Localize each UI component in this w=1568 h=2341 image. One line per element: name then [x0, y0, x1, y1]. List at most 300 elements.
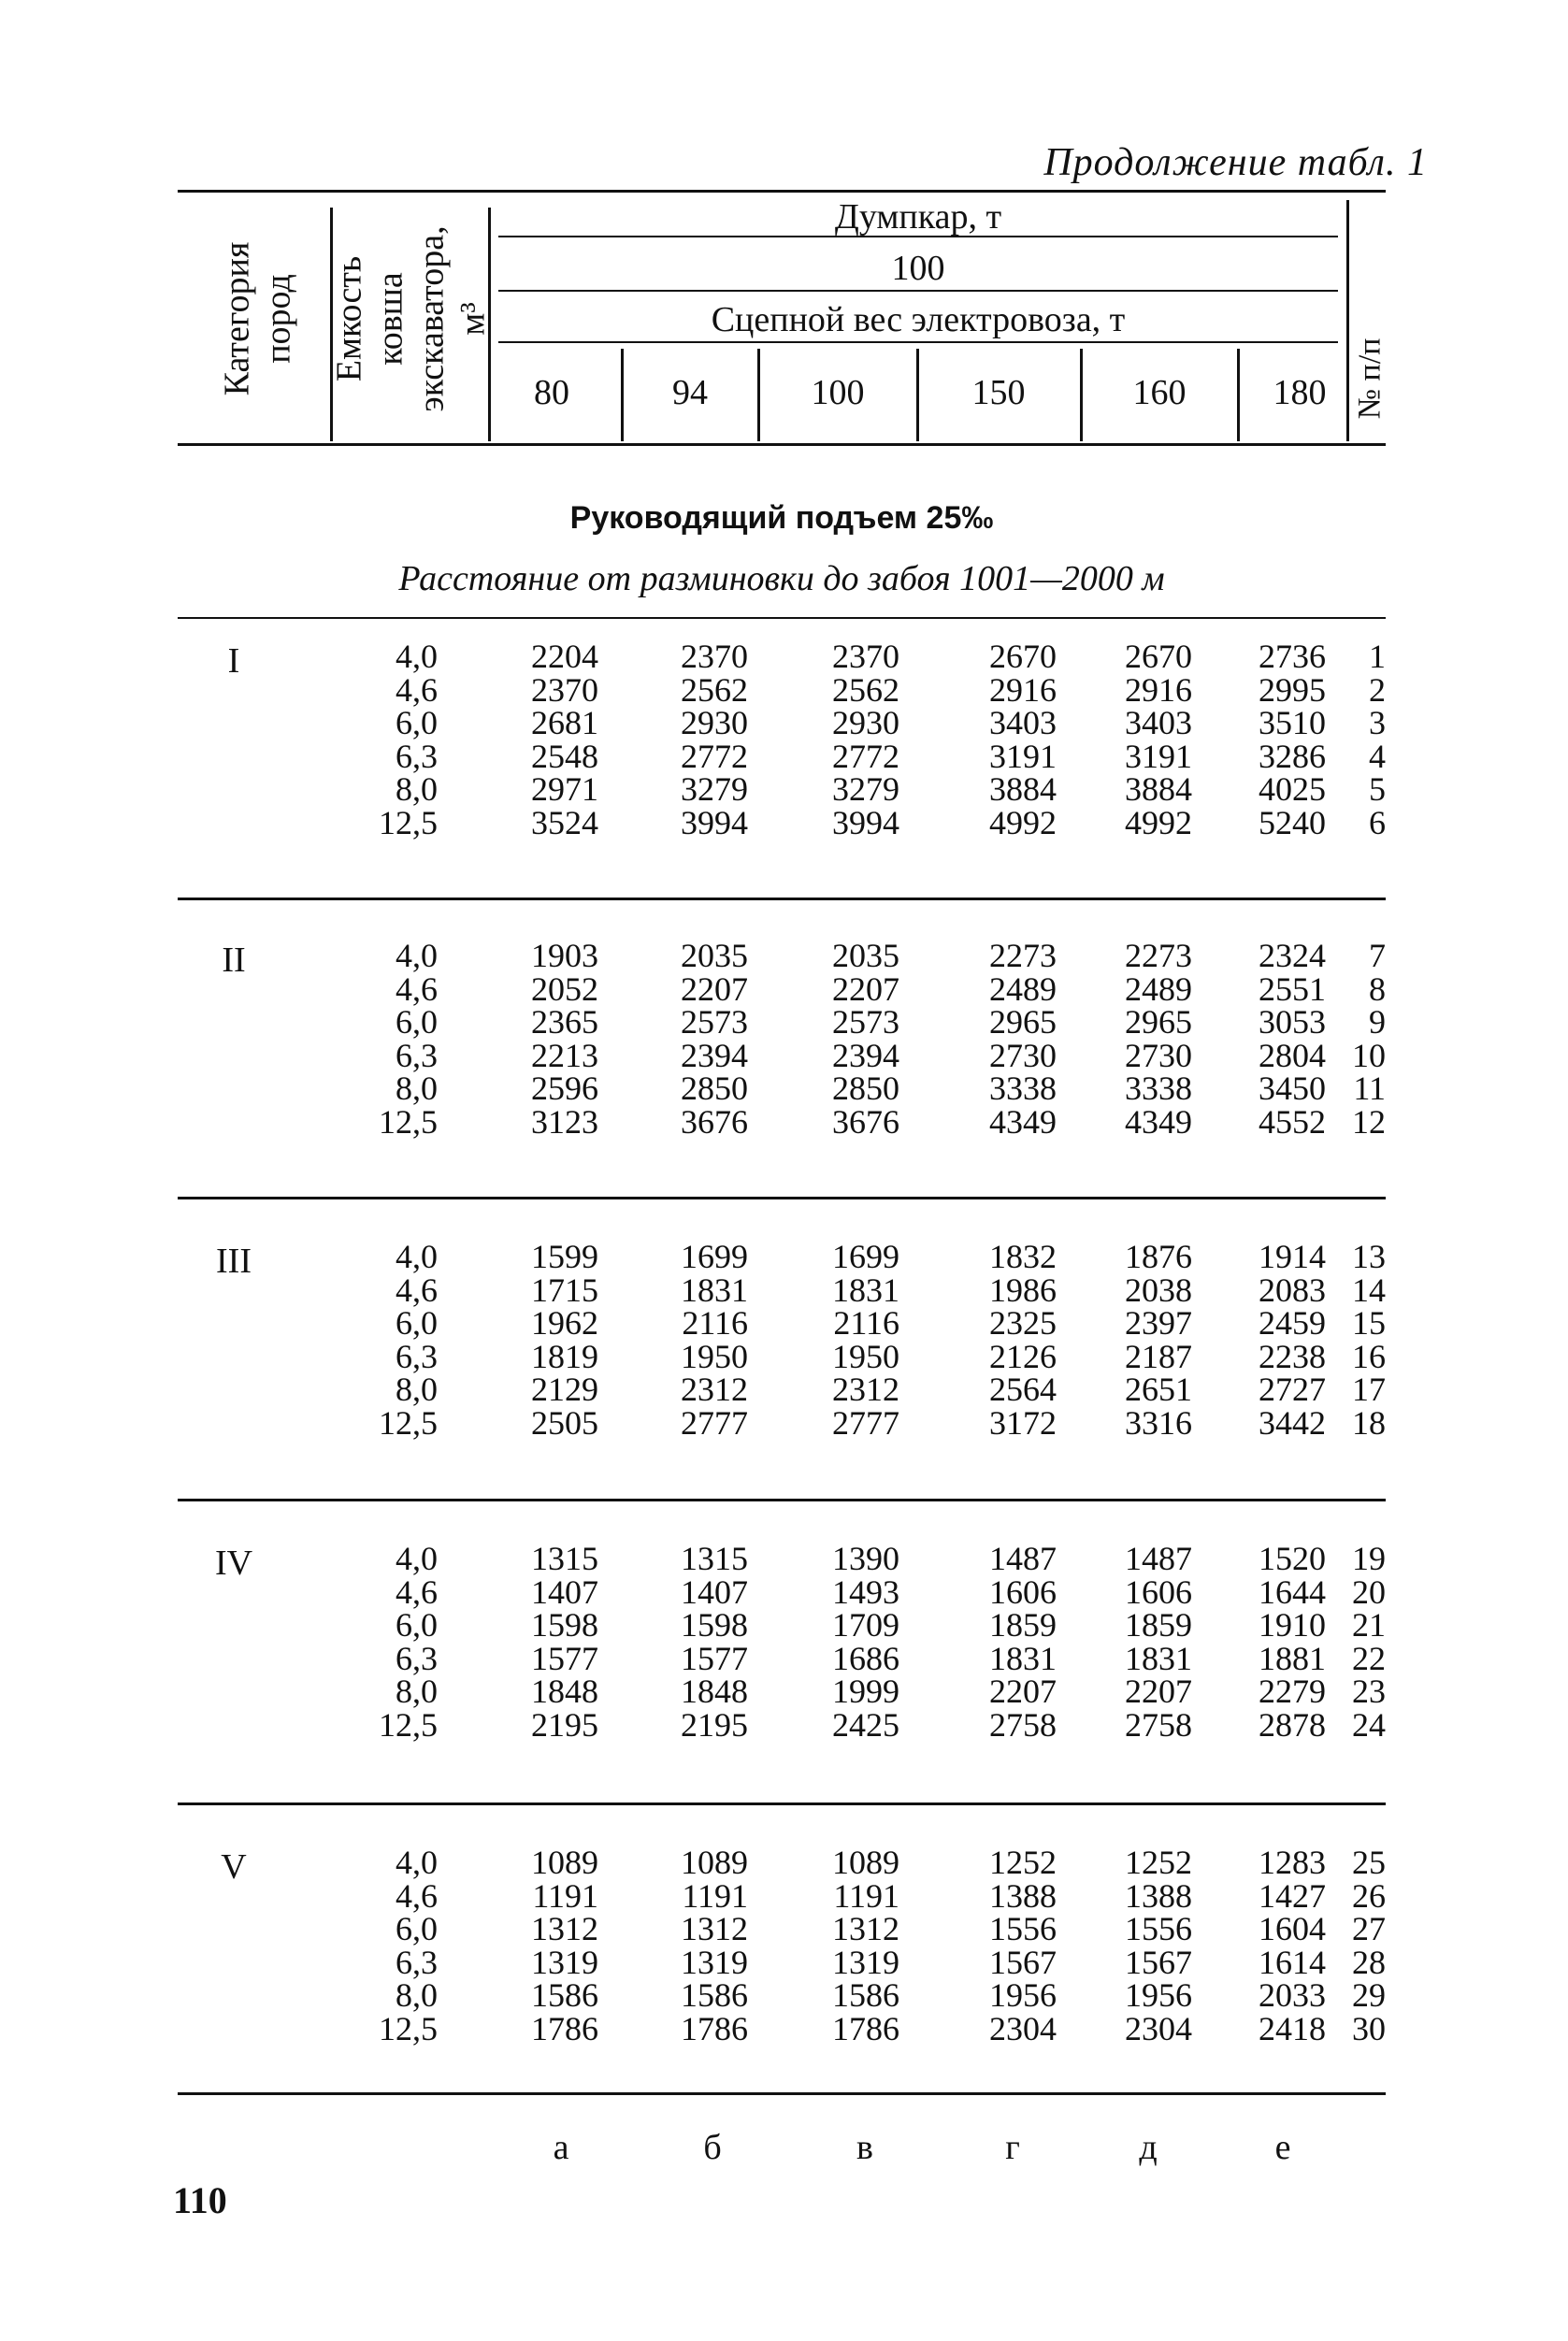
value-column-б [626, 937, 748, 1141]
bucket-value: 6,3 [396, 737, 438, 775]
table-cell: 1956 [989, 1976, 1057, 2014]
table-cell: 2489 [989, 969, 1057, 1008]
table-cell: 2126 [989, 1337, 1057, 1375]
value-column-г [935, 1238, 1057, 1442]
bucket-value: 12,5 [379, 1705, 438, 1744]
table-cell: 2758 [989, 1705, 1057, 1744]
table-cell: 4552 [1259, 1102, 1326, 1141]
bucket-column [344, 1238, 438, 1442]
bucket-value: 4,0 [396, 1540, 438, 1577]
table-cell: 1848 [531, 1673, 598, 1710]
category-label: I [227, 641, 240, 681]
loco-divider-5 [1237, 349, 1240, 441]
table-cell: 2397 [1125, 1304, 1192, 1342]
table-cell: 2213 [531, 1036, 598, 1074]
table-cell: 3676 [832, 1102, 899, 1141]
bucket-value: 8,0 [396, 1070, 438, 1107]
table-cell: 2370 [832, 638, 899, 675]
table-cell: 1606 [1125, 1573, 1192, 1611]
table-cell: 1831 [832, 1271, 899, 1309]
table-cell: 1831 [681, 1271, 748, 1309]
category-group-3 [0, 1238, 1568, 1456]
table-cell: 1315 [531, 1540, 598, 1577]
table-cell: 1699 [832, 1238, 899, 1275]
group-separator-3 [178, 1499, 1386, 1501]
row-index: 13 [1352, 1238, 1386, 1275]
table-cell: 2916 [1125, 670, 1192, 709]
table-cell: 1831 [1125, 1639, 1192, 1677]
table-cell: 2052 [531, 969, 598, 1008]
row-index: 2 [1369, 670, 1386, 709]
table-cell: 3286 [1259, 737, 1326, 775]
table-cell: 1191 [532, 1876, 598, 1915]
bucket-value: 8,0 [396, 1673, 438, 1710]
table-cell: 1999 [832, 1673, 899, 1710]
table-cell: 1586 [531, 1976, 598, 2014]
bucket-value: 6,3 [396, 1943, 438, 1981]
table-cell: 3676 [681, 1102, 748, 1141]
table-cell: 1427 [1259, 1876, 1326, 1915]
table-cell: 3403 [989, 704, 1057, 741]
table-cell: 2273 [1125, 937, 1192, 974]
table-cell: 2035 [681, 937, 748, 974]
table-cell: 1786 [531, 2009, 598, 2047]
table-cell: 2365 [531, 1003, 598, 1041]
value-column-в [778, 937, 899, 1141]
bucket-value: 4,6 [396, 969, 438, 1008]
table-cell: 2129 [531, 1371, 598, 1408]
value-column-е [1204, 640, 1326, 840]
table-cell: 2727 [1259, 1371, 1326, 1408]
table-cell: 3338 [989, 1070, 1057, 1107]
category-group-1 [0, 640, 1568, 855]
table-cell: 1388 [1125, 1876, 1192, 1915]
table-cell: 2772 [832, 737, 899, 775]
bucket-value: 8,0 [396, 1976, 438, 2014]
table-cell: 2850 [681, 1070, 748, 1107]
category-label: V [221, 1847, 247, 1887]
table-cell: 1390 [832, 1540, 899, 1577]
table-cell: 1089 [531, 1844, 598, 1881]
value-column-в [778, 1540, 899, 1744]
table-cell: 2033 [1259, 1976, 1326, 2014]
table-cell: 1252 [1125, 1844, 1192, 1881]
table-cell: 2370 [681, 638, 748, 675]
table-cell: 2777 [832, 1403, 899, 1442]
table-cell: 2965 [989, 1003, 1057, 1041]
continuation-title: Продолжение табл. 1 [1043, 141, 1428, 184]
table-cell: 1950 [681, 1337, 748, 1375]
value-column-д [1071, 937, 1192, 1141]
table-cell: 2394 [681, 1036, 748, 1074]
table-cell: 2995 [1259, 670, 1326, 709]
table-cell: 1881 [1259, 1639, 1326, 1677]
category-label: IV [214, 1544, 253, 1583]
table-cell: 1686 [832, 1639, 899, 1677]
loco-weight-1: 80 [534, 373, 569, 412]
table-cell: 4992 [989, 803, 1057, 841]
bucket-value: 8,0 [396, 770, 438, 808]
column-letter-5: д [1139, 2128, 1158, 2167]
table-cell: 1191 [833, 1876, 899, 1915]
table-cell: 4992 [1125, 803, 1192, 841]
table-cell: 1407 [531, 1573, 598, 1611]
table-cell: 3191 [989, 737, 1057, 775]
table-cell: 2195 [681, 1705, 748, 1744]
table-cell: 3994 [832, 803, 899, 841]
value-column-д [1071, 1238, 1192, 1442]
table-cell: 2304 [1125, 2009, 1192, 2047]
table-cell: 1614 [1259, 1943, 1326, 1981]
value-column-г [935, 640, 1057, 840]
row-index: 21 [1352, 1606, 1386, 1644]
header-dumpcar-capacity: 100 [891, 249, 945, 288]
table-cell: 1577 [531, 1639, 598, 1677]
table-cell: 1567 [989, 1943, 1057, 1981]
table-cell: 3279 [832, 770, 899, 808]
row-index: 5 [1369, 770, 1386, 808]
row-index: 24 [1352, 1705, 1386, 1744]
table-cell: 2651 [1125, 1371, 1192, 1408]
table-cell: 2562 [681, 670, 748, 709]
table-cell: 1709 [832, 1606, 899, 1644]
table-cell: 5240 [1259, 803, 1326, 841]
table-cell: 1598 [681, 1606, 748, 1644]
table-cell: 1556 [989, 1910, 1057, 1947]
value-column-в [778, 1238, 899, 1442]
table-cell: 1407 [681, 1573, 748, 1611]
column-letter-1: а [553, 2128, 569, 2167]
loco-divider-3 [916, 349, 919, 441]
table-cell: 1848 [681, 1673, 748, 1710]
table-cell: 2187 [1125, 1337, 1192, 1375]
row-index: 17 [1352, 1371, 1386, 1408]
row-index: 30 [1352, 2009, 1386, 2047]
header-rule-loco [498, 341, 1338, 343]
loco-divider-1 [621, 349, 624, 441]
loco-divider-2 [757, 349, 760, 441]
category-group-2 [0, 937, 1568, 1155]
table-cell: 1831 [989, 1639, 1057, 1677]
bucket-value: 4,0 [396, 1844, 438, 1881]
table-cell: 3053 [1259, 1003, 1326, 1041]
table-cell: 2736 [1259, 638, 1326, 675]
row-index: 27 [1352, 1910, 1386, 1947]
bucket-value: 6,0 [396, 1606, 438, 1644]
loco-weight-2: 94 [672, 373, 708, 412]
row-index: 10 [1352, 1036, 1386, 1074]
table-cell: 1319 [681, 1943, 748, 1981]
table-cell: 2916 [989, 670, 1057, 709]
loco-weight-5: 160 [1132, 373, 1187, 412]
table-cell: 4349 [989, 1102, 1057, 1141]
table-cell: 2325 [989, 1304, 1057, 1342]
table-cell: 1487 [989, 1540, 1057, 1577]
table-cell: 1577 [681, 1639, 748, 1677]
table-cell: 3172 [989, 1403, 1057, 1442]
table-cell: 1715 [531, 1271, 598, 1309]
column-letter-6: е [1274, 2128, 1291, 2167]
table-cell: 2573 [832, 1003, 899, 1041]
bucket-value: 4,0 [396, 1238, 438, 1275]
table-cell: 1903 [531, 937, 598, 974]
table-cell: 1191 [682, 1876, 748, 1915]
table-cell: 2038 [1125, 1271, 1192, 1309]
row-index: 15 [1352, 1304, 1386, 1342]
row-index: 16 [1352, 1337, 1386, 1375]
table-cell: 2312 [832, 1371, 899, 1408]
page-number: 110 [173, 2179, 227, 2221]
table-cell: 2551 [1259, 969, 1326, 1008]
header-loco-weight: Сцепной вес электровоза, т [711, 300, 1126, 339]
table-cell: 1859 [989, 1606, 1057, 1644]
table-cell: 1312 [681, 1910, 748, 1947]
table-cell: 1388 [989, 1876, 1057, 1915]
row-index: 18 [1352, 1403, 1386, 1442]
table-cell: 2730 [989, 1036, 1057, 1074]
table-cell: 2548 [531, 737, 598, 775]
table-cell: 1876 [1125, 1238, 1192, 1275]
table-cell: 1962 [531, 1304, 598, 1342]
header-index-label: № п/п [1352, 338, 1387, 420]
table-cell: 3403 [1125, 704, 1192, 741]
section-grade: Руководящий подъем 25‰ [569, 500, 994, 536]
bucket-value: 4,0 [396, 937, 438, 974]
value-column-е [1204, 1238, 1326, 1442]
value-column-б [626, 1540, 748, 1744]
table-cell: 2312 [681, 1371, 748, 1408]
row-index: 12 [1352, 1102, 1386, 1141]
table-cell: 2394 [832, 1036, 899, 1074]
category-label: III [216, 1242, 252, 1281]
table-cell: 2304 [989, 2009, 1057, 2047]
table-cell: 1493 [832, 1573, 899, 1611]
table-cell: 3524 [531, 803, 598, 841]
table-cell: 1599 [531, 1238, 598, 1275]
table-cell: 1252 [989, 1844, 1057, 1881]
value-column-а [477, 937, 598, 1141]
table-cell: 2670 [989, 638, 1057, 675]
bucket-value: 12,5 [379, 1403, 438, 1442]
group-separator-1 [178, 898, 1386, 900]
header-rule-capacity [498, 290, 1338, 292]
bucket-value: 4,6 [396, 670, 438, 709]
table-cell: 1089 [681, 1844, 748, 1881]
header-top-rule [178, 190, 1386, 193]
table-cell: 3884 [989, 770, 1057, 808]
table-cell: 2207 [989, 1673, 1057, 1710]
row-index: 3 [1369, 704, 1386, 741]
value-column-е [1204, 937, 1326, 1141]
value-column-г [935, 937, 1057, 1141]
category-group-4 [0, 1540, 1568, 1758]
table-cell: 2083 [1259, 1271, 1326, 1309]
loco-weight-6: 180 [1273, 373, 1327, 412]
table-cell: 3450 [1259, 1070, 1326, 1107]
table-cell: 2204 [531, 638, 598, 675]
table-cell: 2425 [832, 1705, 899, 1744]
table-cell: 2971 [531, 770, 598, 808]
bucket-value: 6,3 [396, 1639, 438, 1677]
row-index: 26 [1352, 1876, 1386, 1915]
table-cell: 2930 [681, 704, 748, 741]
bucket-value: 6,3 [396, 1036, 438, 1074]
table-cell: 2459 [1259, 1304, 1326, 1342]
table-cell: 1819 [531, 1337, 598, 1375]
table-bottom-rule [178, 2092, 1386, 2095]
table-cell: 1520 [1259, 1540, 1326, 1577]
row-index-column [1330, 640, 1386, 840]
row-index: 7 [1369, 937, 1386, 974]
row-index: 1 [1369, 638, 1386, 675]
table-cell: 1089 [832, 1844, 899, 1881]
row-index-column [1330, 1540, 1386, 1744]
header-category-label: Категория пород [217, 241, 297, 396]
row-index-column [1330, 1846, 1386, 2046]
bucket-column [344, 1846, 438, 2046]
value-column-г [935, 1540, 1057, 1744]
table-cell: 1950 [832, 1337, 899, 1375]
table-cell: 1986 [989, 1271, 1057, 1309]
table-cell: 1910 [1259, 1606, 1326, 1644]
table-cell: 3279 [681, 770, 748, 808]
value-column-д [1071, 1540, 1192, 1744]
header-bucket-label: Емкость ковша экскаватора, м³ [330, 225, 494, 412]
value-column-г [935, 1846, 1057, 2046]
table-cell: 2273 [989, 937, 1057, 974]
table-cell: 2777 [681, 1403, 748, 1442]
bucket-value: 4,6 [396, 1876, 438, 1915]
table-cell: 1283 [1259, 1844, 1326, 1881]
table-cell: 2116 [833, 1304, 899, 1342]
value-column-е [1204, 1540, 1326, 1744]
table-cell: 2505 [531, 1403, 598, 1442]
table-cell: 2878 [1259, 1705, 1326, 1744]
table-cell: 2418 [1259, 2009, 1326, 2047]
column-letter-4: г [1005, 2128, 1020, 2167]
bucket-value: 6,0 [396, 704, 438, 741]
bucket-value: 12,5 [379, 1102, 438, 1141]
table-cell: 2772 [681, 737, 748, 775]
row-index: 22 [1352, 1639, 1386, 1677]
table-cell: 1556 [1125, 1910, 1192, 1947]
column-letter-2: б [703, 2128, 722, 2167]
bucket-value: 4,6 [396, 1271, 438, 1309]
group-separator-2 [178, 1197, 1386, 1199]
table-cell: 2489 [1125, 969, 1192, 1008]
bucket-value: 6,0 [396, 1304, 438, 1342]
table-cell: 2965 [1125, 1003, 1192, 1041]
bucket-value: 4,6 [396, 1573, 438, 1611]
value-column-б [626, 1238, 748, 1442]
table-cell: 2670 [1125, 638, 1192, 675]
value-column-е [1204, 1846, 1326, 2046]
category-group-5 [0, 1846, 1568, 2061]
table-cell: 2564 [989, 1371, 1057, 1408]
table-cell: 1586 [832, 1976, 899, 2014]
value-column-а [477, 1238, 598, 1442]
table-cell: 1312 [531, 1910, 598, 1947]
table-cell: 2596 [531, 1070, 598, 1107]
table-cell: 1859 [1125, 1606, 1192, 1644]
bucket-value: 6,0 [396, 1003, 438, 1041]
row-index: 9 [1369, 1003, 1386, 1041]
row-index: 19 [1352, 1540, 1386, 1577]
bucket-value: 8,0 [396, 1371, 438, 1408]
table-cell: 2850 [832, 1070, 899, 1107]
value-column-а [477, 1540, 598, 1744]
table-cell: 2116 [682, 1304, 748, 1342]
table-cell: 3442 [1259, 1403, 1326, 1442]
section-distance: Расстояние от разминовки до забоя 1001—2000 м [398, 559, 1165, 598]
table-cell: 3994 [681, 803, 748, 841]
value-column-в [778, 640, 899, 840]
table-cell: 1699 [681, 1238, 748, 1275]
table-cell: 2207 [832, 969, 899, 1008]
value-column-в [778, 1846, 899, 2046]
table-cell: 2035 [832, 937, 899, 974]
table-cell: 2238 [1259, 1337, 1326, 1375]
table-cell: 3884 [1125, 770, 1192, 808]
table-cell: 1567 [1125, 1943, 1192, 1981]
value-column-а [477, 640, 598, 840]
row-index: 11 [1353, 1070, 1386, 1107]
row-index: 23 [1352, 1673, 1386, 1710]
value-column-д [1071, 640, 1192, 840]
table-cell: 1586 [681, 1976, 748, 2014]
table-cell: 3338 [1125, 1070, 1192, 1107]
row-index: 6 [1369, 803, 1386, 841]
table-cell: 1319 [832, 1943, 899, 1981]
value-column-б [626, 640, 748, 840]
table-cell: 1644 [1259, 1573, 1326, 1611]
column-letter-3: в [856, 2128, 873, 2167]
table-cell: 1598 [531, 1606, 598, 1644]
row-index: 29 [1352, 1976, 1386, 2014]
table-cell: 3191 [1125, 737, 1192, 775]
bucket-column [344, 937, 438, 1141]
table-cell: 2370 [531, 670, 598, 709]
table-cell: 3123 [531, 1102, 598, 1141]
bucket-value: 6,3 [396, 1337, 438, 1375]
table-cell: 1319 [531, 1943, 598, 1981]
bucket-value: 12,5 [379, 2009, 438, 2047]
table-cell: 2573 [681, 1003, 748, 1041]
category-label: II [222, 941, 246, 980]
table-cell: 3510 [1259, 704, 1326, 741]
table-cell: 1832 [989, 1238, 1057, 1275]
table-cell: 2930 [832, 704, 899, 741]
table-cell: 1487 [1125, 1540, 1192, 1577]
row-index: 8 [1369, 969, 1386, 1008]
table-cell: 1312 [832, 1910, 899, 1947]
value-column-б [626, 1846, 748, 2046]
bucket-value: 12,5 [379, 803, 438, 841]
value-column-а [477, 1846, 598, 2046]
header-bottom-rule [178, 443, 1386, 446]
table-cell: 1956 [1125, 1976, 1192, 2014]
table-cell: 2279 [1259, 1673, 1326, 1710]
row-index: 14 [1352, 1271, 1386, 1309]
table-cell: 2562 [832, 670, 899, 709]
table-cell: 2324 [1259, 937, 1326, 974]
loco-divider-4 [1080, 349, 1083, 441]
table-cell: 2758 [1125, 1705, 1192, 1744]
header-dumpcar: Думпкар, т [834, 197, 1002, 237]
table-cell: 2730 [1125, 1036, 1192, 1074]
table-cell: 1914 [1259, 1238, 1326, 1275]
bucket-value: 6,0 [396, 1910, 438, 1947]
